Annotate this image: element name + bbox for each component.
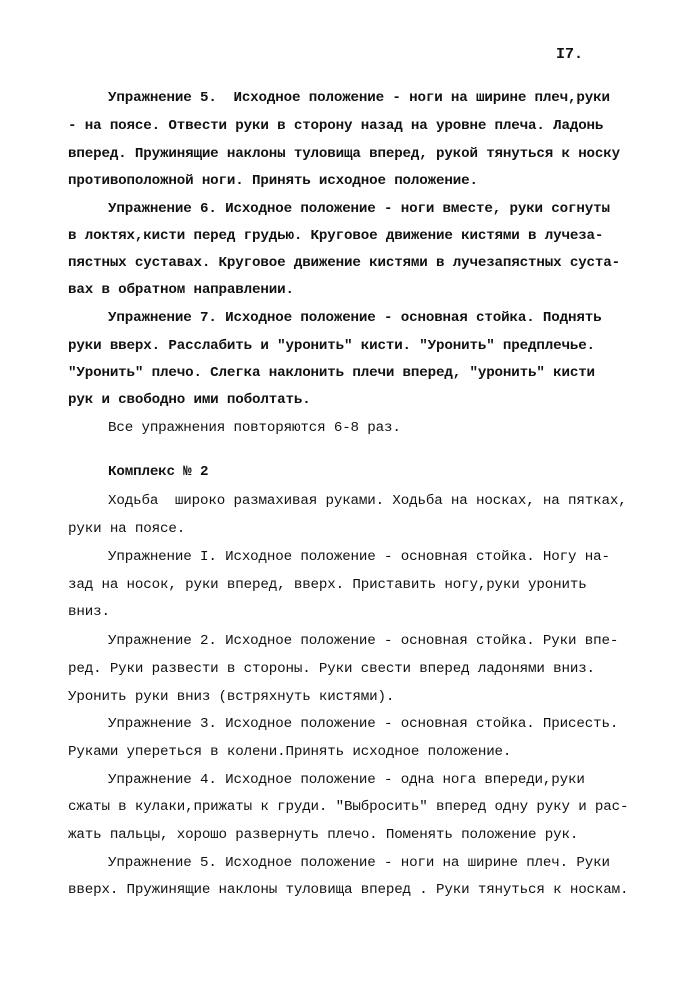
paragraph-line: Уронить руки вниз (встряхнуть кистями). <box>68 689 395 705</box>
paragraph-line: рук и свободно ими поболтать. <box>68 392 311 408</box>
paragraph-first-line: Упражнение 7. Исходное положение - основная стойка. Поднять <box>108 310 602 326</box>
paragraph-line: руки на поясе. <box>68 521 186 537</box>
paragraph-line: пястных суставах. Круговое движение кистями в лучезапястных суста- <box>68 255 621 271</box>
paragraph-line: ред. Руки развести в стороны. Руки свести вперед ладонями вниз. <box>68 661 595 677</box>
paragraph-first-line: Упражнение 5. Исходное положение - ноги на ширине плеч,руки <box>108 90 610 106</box>
paragraph-line: жать пальцы, хорошо развернуть плечо. Поменять положение рук. <box>68 827 579 843</box>
paragraph-line: вах в обратном направлении. <box>68 282 294 298</box>
paragraph-first-line: Упражнение 5. Исходное положение - ноги на ширине плеч. Руки <box>108 855 610 871</box>
paragraph-first-line: Упражнение 3. Исходное положение - основная стойка. Присесть. <box>108 716 619 732</box>
paragraph-first-line: Упражнение I. Исходное положение - основная стойка. Ногу на- <box>108 549 610 565</box>
paragraph-line: вверх. Пружинящие наклоны туловища вперед . Руки тянуться к носкам. <box>68 882 629 898</box>
paragraph-line: зад на носок, руки вперед, вверх. Приставить ногу,руки уронить <box>68 577 587 593</box>
paragraph-line: Руками упереться в колени.Принять исходное положение. <box>68 744 512 760</box>
paragraph-line: в локтях,кисти перед грудью. Круговое движение кистями в лучеза- <box>68 228 604 244</box>
paragraph-first-line: Упражнение 2. Исходное положение - основная стойка. Руки впе- <box>108 633 619 649</box>
paragraph-line: вниз. <box>68 604 110 620</box>
page-number: I7. <box>556 46 584 63</box>
paragraph-first-line: Комплекс № 2 <box>108 464 209 480</box>
paragraph-line: вперед. Пружинящие наклоны туловища вперед, рукой тянуться к носку <box>68 146 621 162</box>
paragraph-first-line: Упражнение 6. Исходное положение - ноги вместе, руки согнуты <box>108 201 610 217</box>
paragraph-line: "Уронить" плечо. Слегка наклонить плечи вперед, "уронить" кисти <box>68 365 595 381</box>
paragraph-first-line: Все упражнения повторяются 6-8 раз. <box>108 420 401 436</box>
paragraph-line: сжаты в кулаки,прижаты к груди. "Выбросить" вперед одну руку и рас- <box>68 799 629 815</box>
paragraph-line: противоположной ноги. Принять исходное положение. <box>68 173 478 189</box>
paragraph-first-line: Ходьба широко размахивая руками. Ходьба на носках, на пятках, <box>108 493 627 509</box>
paragraph-first-line: Упражнение 4. Исходное положение - одна нога впереди,руки <box>108 772 585 788</box>
paragraph-line: руки вверх. Расслабить и "уронить" кисти. "Уронить" предплечье. <box>68 338 595 354</box>
paragraph-line: - на поясе. Отвести руки в сторону назад на уровне плеча. Ладонь <box>68 118 604 134</box>
